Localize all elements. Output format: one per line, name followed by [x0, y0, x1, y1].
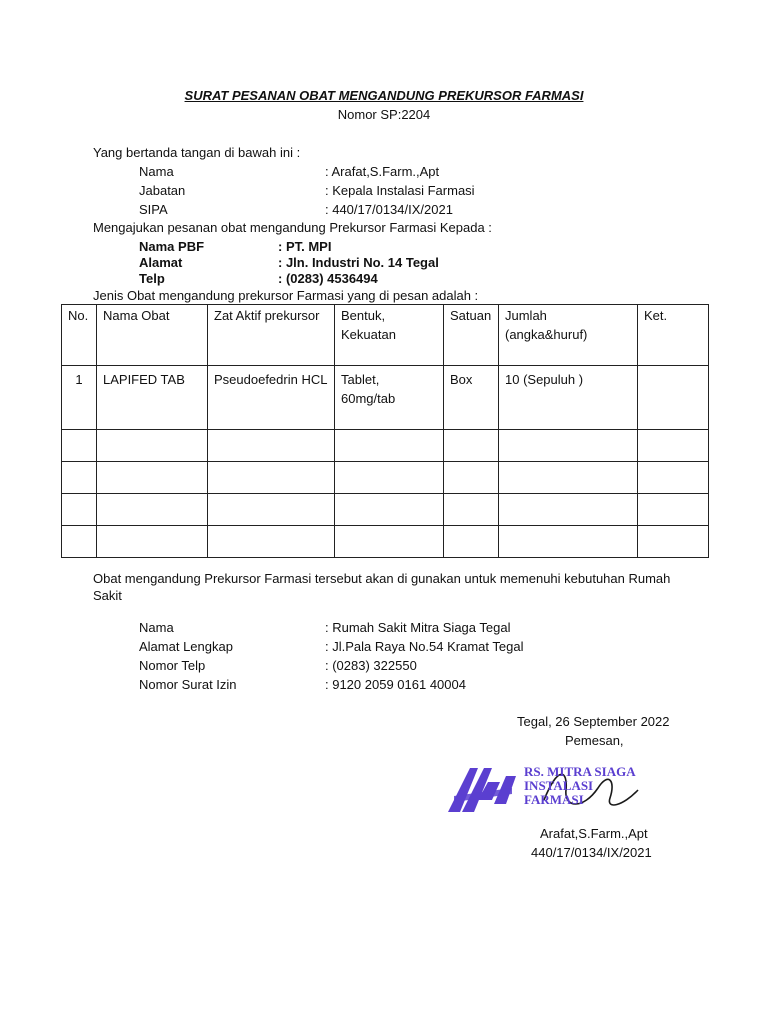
hospital-phone-value: : (0283) 322550 — [325, 658, 417, 673]
supplier-phone-label: Telp — [139, 271, 165, 286]
cell-unit: Box — [444, 366, 499, 430]
cell-form-strength: Tablet, 60mg/tab — [335, 366, 444, 430]
table-intro-text: Jenis Obat mengandung prekursor Farmasi yang di pesan adalah : — [93, 288, 479, 303]
header-quantity: Jumlah (angka&huruf) — [499, 305, 638, 366]
hospital-license-label: Nomor Surat Izin — [139, 677, 237, 692]
stamp-text-line2: INSTALASI — [524, 778, 594, 793]
header-drug-name: Nama Obat — [97, 305, 208, 366]
supplier-address-label: Alamat — [139, 255, 183, 270]
table-row-empty — [62, 462, 709, 494]
header-form-strength: Bentuk, Kekuatan — [335, 305, 444, 366]
place-date: Tegal, 26 September 2022 — [517, 714, 670, 729]
hospital-phone-label: Nomor Telp — [139, 658, 206, 673]
table-header-row — [62, 305, 709, 366]
table-row-empty — [62, 526, 709, 558]
stamp-text-line1: RS. MITRA SIAGA — [524, 764, 636, 779]
cell-drug-name: LAPIFED TAB — [97, 366, 208, 430]
order-intro-text: Mengajukan pesanan obat mengandung Prekursor Farmasi Kepada : — [93, 220, 492, 235]
purpose-text-line1: Obat mengandung Prekursor Farmasi tersebut akan di gunakan untuk memenuhi kebutuhan Rumah — [93, 571, 671, 586]
purpose-text-line2: Sakit — [93, 588, 122, 603]
signer-name-footer: Arafat,S.Farm.,Apt — [540, 826, 648, 841]
signer-sipa-footer: 440/17/0134/IX/2021 — [531, 845, 652, 860]
order-number: Nomor SP:2204 — [337, 107, 431, 122]
cell-no: 1 — [62, 366, 97, 430]
cell-quantity: 10 (Sepuluh ) — [499, 366, 638, 430]
stamp-text-line3: FARMASI — [524, 792, 584, 807]
cell-notes — [638, 366, 709, 430]
signer-sipa-label: SIPA — [139, 202, 168, 217]
header-no: No. — [62, 305, 97, 366]
order-table — [61, 304, 709, 558]
header-unit: Satuan — [444, 305, 499, 366]
table-row-empty — [62, 430, 709, 462]
intro-text: Yang bertanda tangan di bawah ini : — [93, 145, 301, 160]
table-row-empty — [62, 494, 709, 526]
signer-name-value: : Arafat,S.Farm.,Apt — [325, 164, 440, 179]
supplier-name-label: Nama PBF — [139, 239, 205, 254]
signer-sipa-value: : 440/17/0134/IX/2021 — [325, 202, 453, 217]
signer-name-label: Nama — [139, 164, 174, 179]
signer-position-value: : Kepala Instalasi Farmasi — [325, 183, 475, 198]
header-active-substance: Zat Aktif prekursor — [208, 305, 335, 366]
supplier-phone-value: : (0283) 4536494 — [278, 271, 378, 286]
hospital-name-label: Nama — [139, 620, 174, 635]
cell-active-substance: Pseudoefedrin HCL — [208, 366, 335, 430]
document-title: SURAT PESANAN OBAT MENGANDUNG PREKURSOR FARMASI — [184, 88, 584, 103]
hospital-name-value: : Rumah Sakit Mitra Siaga Tegal — [325, 620, 511, 635]
table-row — [62, 366, 709, 430]
supplier-name-value: : PT. MPI — [278, 239, 332, 254]
signer-position-label: Jabatan — [139, 183, 186, 198]
stamp-signature — [448, 760, 658, 820]
supplier-address-value: : Jln. Industri No. 14 Tegal — [278, 255, 439, 270]
orderer-label: Pemesan, — [565, 733, 624, 748]
hospital-license-value: : 9120 2059 0161 40004 — [325, 677, 466, 692]
hospital-address-label: Alamat Lengkap — [139, 639, 233, 654]
hospital-address-value: : Jl.Pala Raya No.54 Kramat Tegal — [325, 639, 524, 654]
header-notes: Ket. — [638, 305, 709, 366]
